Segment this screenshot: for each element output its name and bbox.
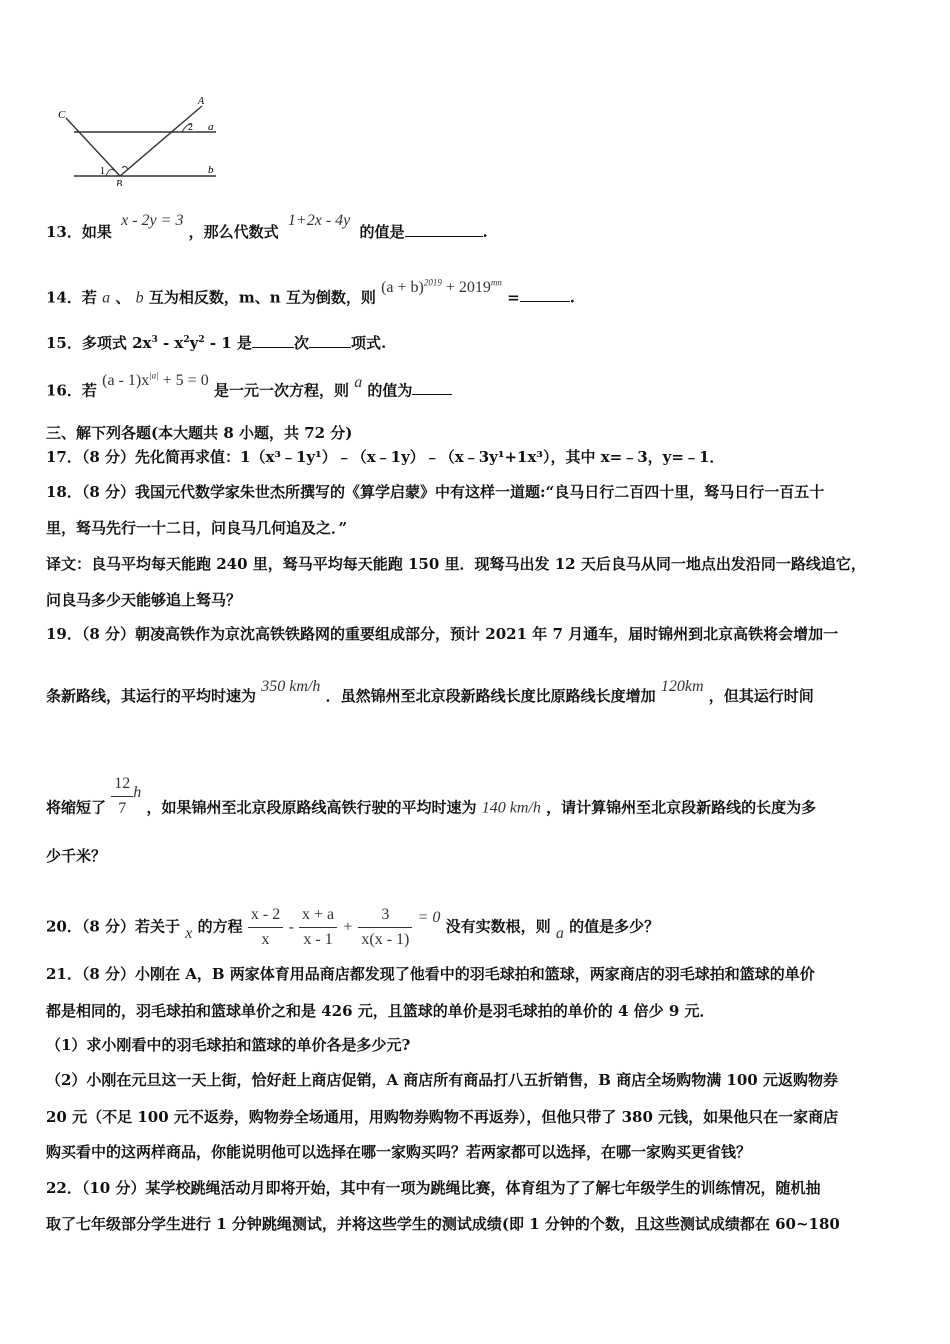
q14-plus: + 2019 [445,279,491,297]
q13-prefix: 13．如果 [46,223,112,241]
question-17: 17．（8 分）先化简再求值：1（x³﹣1y¹）﹣（x﹣1y）﹣（x﹣3y¹+1x³），其中 x=﹣3，y=﹣1． [46,448,725,466]
q13-middle: ，那么代数式 [188,223,279,241]
q15-prefix: 15．多项式 2x [46,334,152,352]
q15-m4: 次 [293,334,309,352]
question-21-line2: 都是相同的，羽毛球拍和篮球单价之和是 426 元，且篮球的单价是羽毛球拍的单价的 4 倍少 9 元． [46,1002,715,1020]
q20-f2-num: x + a [299,905,337,928]
question-21-part2-line1: （2）小刚在元旦这一天上街，恰好赶上商店促销，A 商店所有商品打八五折销售，B 商店全场购物满 100 元返购物券 [46,1071,838,1089]
parallel-lines-figure [52,94,222,186]
q20-f1-den: x [261,931,270,948]
q13-expression: 1+2x - 4y [287,212,351,229]
q20-middle: 的方程 [197,917,243,936]
q16-suffix: 的值为 [367,381,413,400]
question-19-line2 [46,678,914,707]
q16-answer-blank[interactable] [412,380,452,395]
q14-middle: 互为相反数，m、n 互为倒数，则 [148,288,376,307]
q20-f3-den: x(x - 1) [361,931,410,948]
q19-l2c: ，但其运行时间 [708,687,814,705]
question-19-line1: 19．（8 分）朝凌高铁作为京沈高铁铁路网的重要组成部分，预计 2021 年 7 月通车，届时锦州到北京高铁将会增加一 [46,625,839,643]
question-19-line3 [46,775,914,831]
question-15 [46,330,914,353]
label-c: C [58,109,66,121]
q20-fraction-2 [299,905,337,950]
q14-var-a: a [102,289,111,307]
q20-fraction-1 [248,905,283,950]
q13-suffix: 的值是 [359,223,405,241]
q19-fraction [111,774,133,819]
segment-ba [120,106,202,176]
q15-blank-terms[interactable] [309,333,351,348]
segment-cb [66,118,120,176]
q19-l3c: ，请计算锦州至北京段新路线的长度为多 [546,798,817,817]
section-3-title: 三、解下列各题(本大题共 8 小题，共 72 分) [46,424,353,442]
q19-l2a: 条新路线，其运行的平均时速为 [46,687,257,705]
q14-var-b: b [135,289,144,307]
label-b-point: B [116,179,123,186]
q15-m2: y [189,334,199,352]
q14-end: . [569,288,575,307]
q14-expr: (a + b) [381,279,424,297]
q19-speed-new: 350 km/h [261,678,321,695]
q14-prefix: 14．若 [46,288,97,307]
q15-blank-degree[interactable] [252,333,294,348]
q19-speed-old: 140 km/h [481,799,541,817]
q20-minus: - [288,918,294,936]
q20-post: 没有实数根，则 [445,917,551,936]
q16-middle: 是一元一次方程，则 [213,381,349,400]
q20-f1-num: x - 2 [248,905,283,928]
q13-end: . [482,223,488,241]
question-20 [46,905,914,950]
q15-m3: - 1 是 [204,334,252,352]
q20-var-a: a [555,924,564,942]
q19-frac-num: 12 [111,774,133,797]
q20-end: 的值是多少？ [569,917,660,936]
q14-exp2: mn [490,278,502,288]
q14-equals: = [507,288,520,307]
question-21-part2-line3: 购买看中的这两样商品，你能说明他可以选择在哪一家购买吗？若两家都可以选择，在哪一家购买更省钱？ [46,1143,752,1161]
q20-prefix: 20．（8 分）若关于 [46,917,181,936]
q16-exp: |a| [149,371,159,381]
question-21-line1: 21．（8 分）小刚在 A，B 两家体育用品商店都发现了他看中的羽毛球拍和篮球，两家商店的羽毛球拍和篮球的单价 [46,965,815,983]
question-18-line3: 译文：良马平均每天能跑 240 里，驽马平均每天能跑 150 里．现驽马出发 12 天后良马从同一地点出发沿同一路线追它， [46,555,866,573]
q14-separator: 、 [115,288,131,307]
q20-plus: + [342,918,354,936]
question-19-line4: 少千米？ [46,847,107,865]
q16-prefix: 16．若 [46,381,97,400]
label-angle1: 1 [100,166,105,177]
q20-f2-den: x - 1 [303,931,333,948]
label-b-line: b [208,164,214,176]
q13-answer-blank[interactable] [405,222,483,237]
q13-equation: x - 2y = 3 [121,212,184,229]
q14-answer-blank[interactable] [520,287,570,302]
question-21-part2-line2: 20 元（不足 100 元不返券，购物券全场通用，用购物券购物不再返券），但他只带了 380 元钱，如果他只在一家商店 [46,1108,839,1126]
q20-fraction-3 [358,905,412,950]
q20-var-x: x [185,924,193,942]
label-a-line: a [208,121,214,133]
q19-frac-den: 7 [118,800,127,817]
q16-expr: (a - 1)x [102,372,150,390]
question-22-line2: 取了七年级部分学生进行 1 分钟跳绳测试，并将这些学生的测试成绩(即 1 分钟的个数，且这些测试成绩都在 60~180 [46,1215,840,1233]
q19-l3b: ，如果锦州至北京段原路线高铁行驶的平均时速为 [146,798,477,817]
q19-l3a: 将缩短了 [46,798,107,817]
q19-l2b: ．虽然锦州至北京段新路线长度比原路线长度增加 [325,687,656,705]
q20-equals: = 0 [417,908,441,926]
q15-e1: 3 [151,335,158,345]
q19-distance: 120km [660,678,704,695]
angle1-arc [106,169,115,176]
question-18-line4: 问良马多少天能够追上驽马？ [46,591,242,609]
q15-m5: 项式. [350,334,387,352]
q19-unit-h: h [133,783,142,801]
q14-exp1: 2019 [423,278,442,288]
question-16 [46,371,914,401]
q20-f3-num: 3 [358,905,412,928]
q15-e2: 2 [183,335,190,345]
q16-var-a: a [354,374,363,392]
q15-m1: - x [157,334,184,352]
question-18-line2: 里，驽马先行一十二日，问良马几何追及之．” [46,519,348,537]
label-a-point: A [198,96,205,107]
label-angle2: 2 [188,122,193,133]
question-13 [46,212,914,243]
question-14 [46,278,914,308]
q15-e3: 2 [198,335,205,345]
question-22-line1: 22．（10 分）某学校跳绳活动月即将开始，其中有一项为跳绳比赛，体育组为了了解七年级学生的训练情况，随机抽 [46,1179,821,1197]
question-21-part1: （1）求小刚看中的羽毛球拍和篮球的单价各是多少元? [46,1036,411,1054]
q16-tail: + 5 = 0 [162,372,209,390]
question-18-line1: 18．（8 分）我国元代数学家朱世杰所撰写的《算学启蒙》中有这样一道题:“良马日行二百四十里，驽马日行一百五十 [46,483,825,501]
